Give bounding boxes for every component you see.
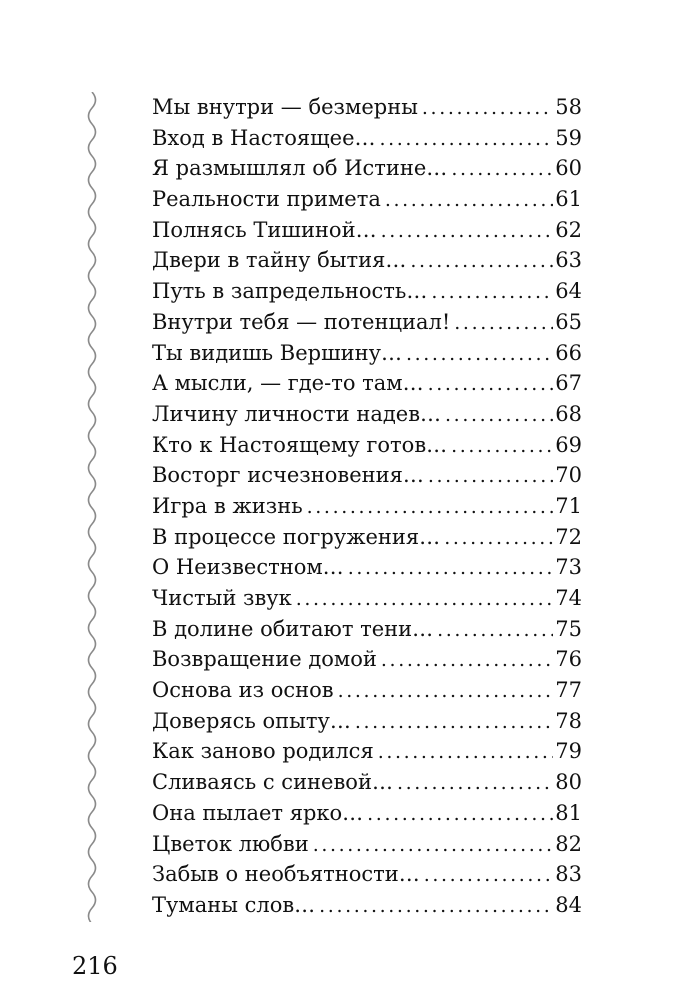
table-of-contents [152,92,582,921]
toc-entry [152,430,582,461]
toc-entry-title: Полнясь Тишиной… [152,217,377,242]
dot-leader [422,93,553,124]
toc-entry-title: Доверясь опыту… [152,708,351,733]
toc-entry-title: Как заново родился [152,739,374,764]
toc-entry [152,92,582,123]
toc-entry-title: Она пылает ярко… [152,800,364,825]
toc-entry-title: Сливаясь с синевой… [152,770,393,795]
toc-entry-page: 81 [555,800,582,825]
toc-entry-title: Двери в тайну бытия… [152,248,407,273]
toc-entry-title: В процессе погружения… [152,524,441,549]
toc-entry-page: 66 [555,340,582,365]
toc-entry-page: 77 [555,678,582,703]
toc-entry-page: 62 [555,217,582,242]
toc-entry [152,276,582,307]
dot-leader [437,615,553,646]
toc-entry-page: 82 [555,831,582,856]
page-number: 216 [72,952,118,980]
toc-entry-page: 72 [555,524,582,549]
toc-entry [152,552,582,583]
toc-entry-page: 71 [555,493,582,518]
toc-entry [152,675,582,706]
toc-entry [152,767,582,798]
toc-entry [152,215,582,246]
dot-leader [380,124,554,155]
toc-entry [152,644,582,675]
toc-entry [152,829,582,860]
dot-leader [381,216,554,247]
dot-leader [367,799,553,830]
wavy-border-ornament [82,92,102,922]
toc-entry-page: 64 [555,279,582,304]
toc-entry [152,859,582,890]
dot-leader [355,707,553,738]
toc-entry-page: 80 [555,770,582,795]
toc-entry-page: 60 [555,156,582,181]
toc-entry [152,522,582,553]
toc-entry-page: 67 [555,371,582,396]
dot-leader [338,676,554,707]
toc-entry [152,368,582,399]
toc-entry-title: Туманы слов… [152,892,316,917]
dot-leader [348,553,554,584]
toc-entry [152,706,582,737]
dot-leader [428,461,553,492]
dot-leader [431,277,553,308]
toc-entry-title: Восторг исчезновения… [152,463,424,488]
dot-leader [296,584,554,615]
dot-leader [378,737,554,768]
dot-leader [381,645,553,676]
dot-leader [385,185,553,216]
dot-leader [397,768,553,799]
dot-leader [444,523,553,554]
toc-entry-title: Забыв о необъятности… [152,862,420,887]
toc-entry-title: Мы внутри — безмерны [152,95,418,119]
toc-entry-page: 76 [555,647,582,672]
dot-leader [454,308,553,339]
toc-entry-page: 59 [555,125,582,150]
toc-entry [152,153,582,184]
toc-entry-title: Личину личности надев… [152,401,442,426]
dot-leader [428,369,554,400]
toc-entry-page: 68 [555,401,582,426]
toc-entry-title: А мысли, — где-то там… [152,371,424,396]
toc-entry-title: Игра в жизнь [152,493,303,518]
toc-entry-title: Чистый звук [152,586,292,610]
toc-entry-title: Внутри тебя — потенциал! [152,309,451,334]
toc-entry [152,123,582,154]
toc-entry [152,399,582,430]
dot-leader [313,830,554,861]
toc-entry [152,736,582,767]
dot-leader [445,400,553,431]
dot-leader [410,246,553,277]
toc-entry [152,614,582,645]
dot-leader [424,860,554,891]
toc-entry [152,583,582,614]
dot-leader [451,154,553,185]
toc-entry-title: О Неизвестном… [152,555,344,580]
toc-entry-title: Ты видишь Вершину… [152,340,402,365]
toc-entry [152,491,582,522]
toc-entry-page: 84 [555,892,582,917]
toc-entry [152,245,582,276]
toc-entry [152,460,582,491]
toc-entry-title: Основа из основ [152,678,334,703]
toc-entry-title: Я размышлял об Истине… [152,156,448,181]
toc-entry-title: Возвращение домой [152,647,377,672]
toc-entry [152,184,582,215]
dot-leader [406,339,553,370]
toc-entry-title: Цветок любви [152,831,309,856]
toc-entry-page: 65 [555,309,582,334]
toc-entry-page: 63 [555,248,582,273]
toc-entry-title: Реальности примета [152,187,381,212]
toc-entry-title: В долине обитают тени… [152,616,434,641]
toc-entry-page: 79 [555,739,582,764]
toc-entry-page: 78 [555,708,582,733]
toc-entry-title: Путь в запредельность… [152,279,428,304]
toc-entry-page: 69 [555,432,582,457]
toc-entry-page: 74 [555,586,582,610]
toc-entry-title: Вход в Настоящее… [152,125,376,150]
dot-leader [307,492,554,523]
toc-entry [152,890,582,921]
toc-entry-page: 75 [555,616,582,641]
toc-entry-page: 70 [555,463,582,488]
dot-leader [451,431,553,462]
toc-entry [152,798,582,829]
toc-entry-page: 61 [555,187,582,212]
toc-entry [152,338,582,369]
toc-entry-page: 83 [555,862,582,887]
dot-leader [319,891,553,922]
toc-entry-title: Кто к Настоящему готов… [152,432,448,457]
toc-entry-page: 58 [555,95,582,119]
toc-entry-page: 73 [555,555,582,580]
toc-entry [152,307,582,338]
